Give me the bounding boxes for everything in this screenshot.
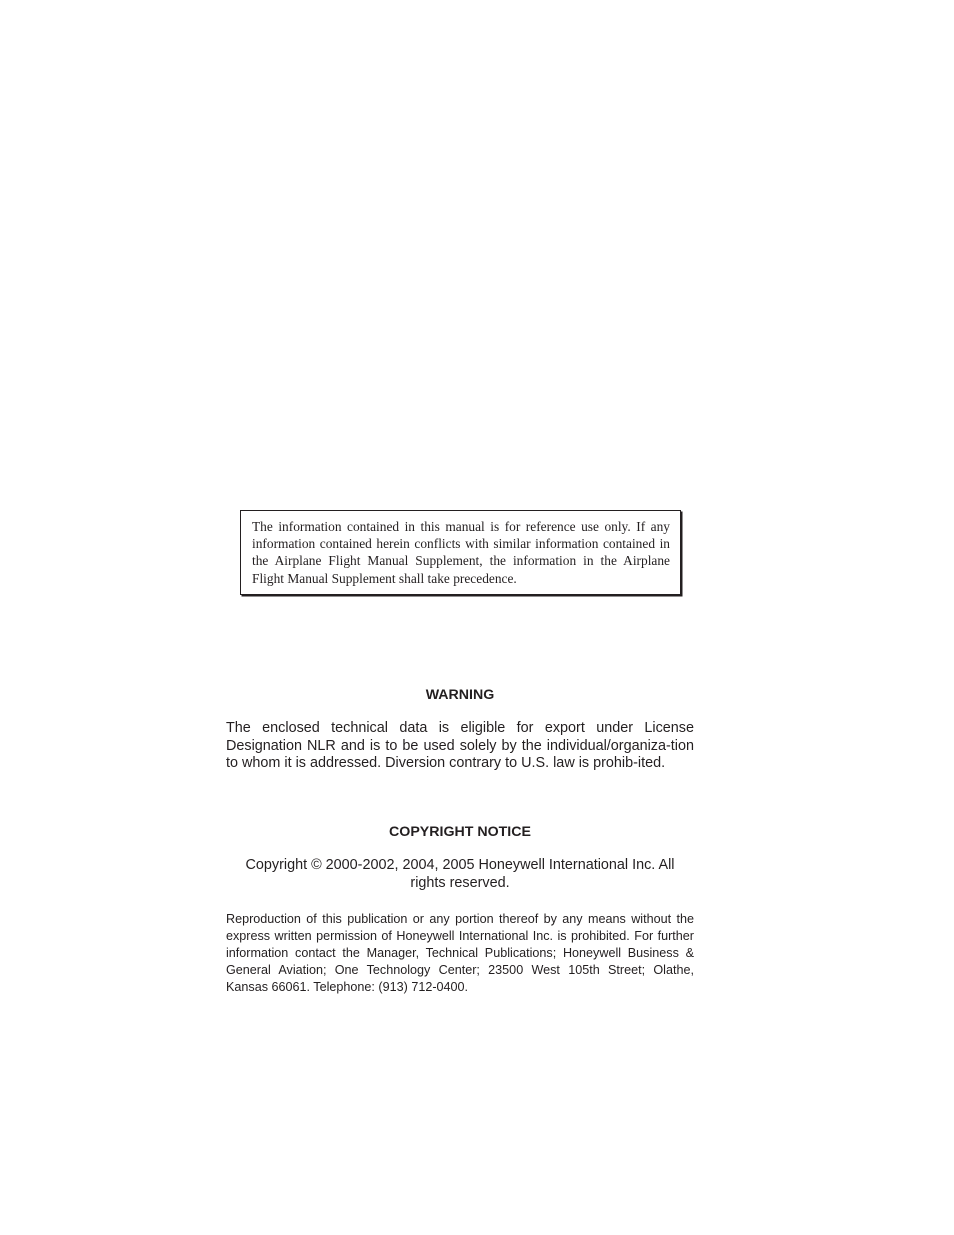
reproduction-notice: Reproduction of this publication or any portion thereof by any means without the express written permission of Honeywell International Inc. is prohibited. For further information contact the Manager, Technical Publications; Honeywell Business & General Aviation; One Technology Center; 23500 West 105th Street; Olathe, Kansas 66061. Telephone: (913) 712-0400. bbox=[226, 912, 694, 994]
warning-text: The enclosed technical data is eligible for export under License Designation NLR and is to be used solely by the individual/organiza-tion to whom it is addressed. Diversion contrary to U.S. law is prohib-ited. bbox=[226, 720, 694, 772]
reference-notice-box: The information contained in this manual is for reference use only. If any information contained herein conflicts with similar information contained in the Airplane Flight Manual Supplement, the information in the Airplane Flight Manual Supplement shall take precedence. bbox=[240, 510, 681, 595]
warning-heading: WARNING bbox=[425, 687, 495, 703]
copyright-heading: COPYRIGHT NOTICE bbox=[389, 824, 531, 840]
copyright-statement: Copyright © 2000-2002, 2004, 2005 Honeywell International Inc. All rights reserved. bbox=[245, 857, 675, 891]
